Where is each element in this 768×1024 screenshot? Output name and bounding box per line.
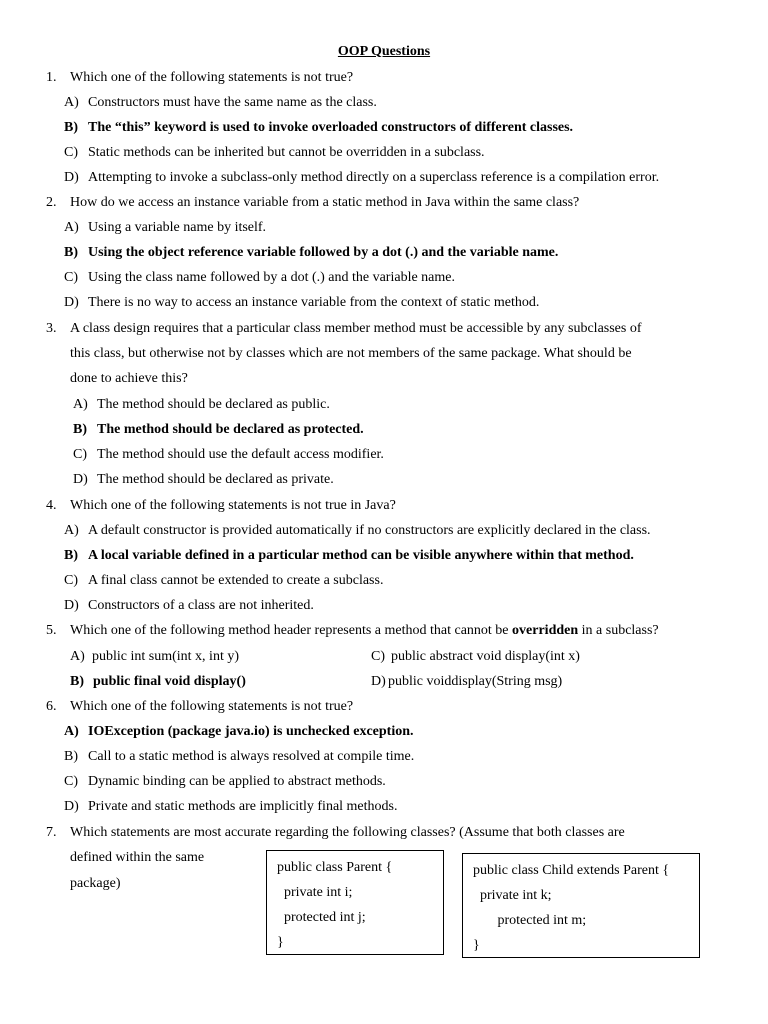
q5-question [70,622,659,640]
q5-option-c-label: C) [371,649,385,664]
q3-question-line-2: this class, but otherwise not by classes which are not members of the same package. What should be [70,346,632,361]
q4-option-b-label: B) [64,548,78,563]
q1-question: Which one of the following statements is not true? [70,70,354,85]
child-code-line: private int k; [473,888,552,903]
q3-option-a-label: A) [73,397,88,412]
q1-option-b-label: B) [64,120,78,135]
q7-question-line-3: package) [70,876,121,891]
q4-option-d: Constructors of a class are not inherited. [88,598,314,613]
q1-option-b: The “this” keyword is used to invoke overloaded constructors of different classes. [88,120,574,135]
q3-option-c-label: C) [73,447,87,462]
q5-option-a: public int sum(int x, int y) [92,649,239,664]
q1-option-d: Attempting to invoke a subclass-only method directly on a superclass reference is a compilation error. [88,170,660,185]
q6-option-b-label: B) [64,749,78,764]
q2-option-d: There is no way to access an instance variable from the context of static method. [88,295,540,310]
child-class-code-box [462,853,700,958]
child-code-line: protected int m; [473,913,587,928]
q7-question-line-2: defined within the same [70,850,205,865]
q6-option-d: Private and static methods are implicitly final methods. [88,799,398,814]
q3-option-d-label: D) [73,472,88,487]
q4-question: Which one of the following statements is not true in Java? [70,498,396,513]
q2-option-c: Using the class name followed by a dot (.) and the variable name. [88,270,455,285]
q3-question-line-3: done to achieve this? [70,371,188,386]
q2-option-d-label: D) [64,295,79,310]
q5-number: 5. [46,623,57,638]
page-title: OOP Questions [337,44,431,59]
parent-code-line: protected int j; [277,910,366,925]
q4-option-d-label: D) [64,598,79,613]
parent-code-line: public class Parent { [277,860,393,875]
q7-number: 7. [46,825,57,840]
q3-question-line-1: A class design requires that a particular class member method must be accessible by any subclasses of [70,321,642,336]
parent-code-line: private int i; [277,885,353,900]
q6-option-d-label: D) [64,799,79,814]
q7-question: Which statements are most accurate regarding the following classes? (Assume that both classes are [70,825,625,840]
q5-option-b: public final void display() [93,674,246,689]
q5-option-b-label: B) [70,674,84,689]
q5-question-pre: Which one of the following method header represents a method that cannot be [70,623,513,638]
q4-option-c: A final class cannot be extended to create a subclass. [88,573,384,588]
q2-option-b: Using the object reference variable followed by a dot (.) and the variable name. [88,245,559,260]
q2-number: 2. [46,195,57,210]
q5-option-d: public voiddisplay(String msg) [388,674,563,689]
child-code-line: } [473,938,480,953]
q3-option-b-label: B) [73,422,87,437]
q5-option-a-label: A) [70,649,85,664]
q2-option-a: Using a variable name by itself. [88,220,267,235]
q3-option-c: The method should use the default access modifier. [97,447,384,462]
q1-option-a-label: A) [64,95,79,110]
q4-option-a-label: A) [64,523,79,538]
q6-option-a: IOException (package java.io) is unchecked exception. [88,724,414,739]
q1-option-c-label: C) [64,145,78,160]
q1-number: 1. [46,70,57,85]
q2-option-a-label: A) [64,220,79,235]
q5-option-d-label: D) [371,674,386,689]
q3-option-d: The method should be declared as private. [97,472,334,487]
child-code-line: public class Child extends Parent { [473,863,670,878]
q6-option-b: Call to a static method is always resolved at compile time. [88,749,415,764]
q4-option-a: A default constructor is provided automatically if no constructors are explicitly declared in the class. [88,523,651,538]
q2-option-b-label: B) [64,245,78,260]
q2-question: How do we access an instance variable from a static method in Java within the same class? [70,195,580,210]
q6-option-a-label: A) [64,724,79,739]
parent-code-line: } [277,935,284,950]
q4-option-b: A local variable defined in a particular method can be visible anywhere within that method. [88,548,634,563]
q4-option-c-label: C) [64,573,78,588]
q1-option-a: Constructors must have the same name as the class. [88,95,377,110]
q1-option-d-label: D) [64,170,79,185]
q3-number: 3. [46,321,57,336]
parent-class-code-box [266,850,444,955]
q2-option-c-label: C) [64,270,78,285]
q6-number: 6. [46,699,57,714]
q3-option-b: The method should be declared as protected. [97,422,364,437]
q5-option-c: public abstract void display(int x) [391,649,580,664]
q6-question: Which one of the following statements is not true? [70,699,354,714]
q4-number: 4. [46,498,57,513]
q3-option-a: The method should be declared as public. [97,397,330,412]
q6-option-c-label: C) [64,774,78,789]
q5-question-post: in a subclass? [578,623,659,638]
q1-option-c: Static methods can be inherited but cannot be overridden in a subclass. [88,145,485,160]
q5-question-emphasis: overridden [512,623,579,638]
q6-option-c: Dynamic binding can be applied to abstract methods. [88,774,386,789]
